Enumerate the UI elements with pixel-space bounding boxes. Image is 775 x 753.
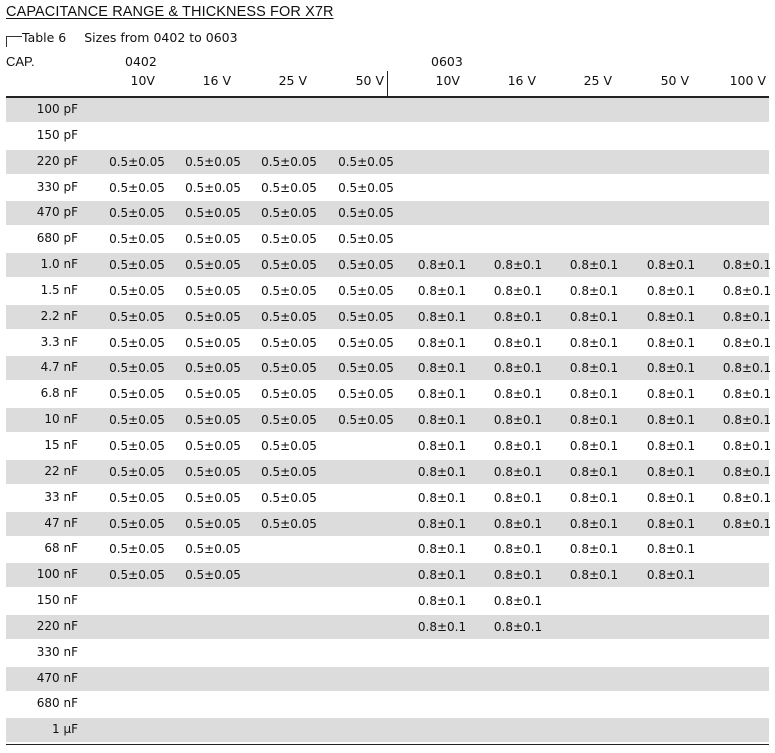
thickness-cell: 0.5±0.05 (109, 438, 165, 453)
thickness-cell: 0.8±0.1 (417, 361, 467, 376)
thickness-cell: 0.5±0.05 (338, 258, 394, 273)
thickness-cell: 0.8±0.1 (722, 387, 772, 402)
thickness-cell: 0.5±0.05 (185, 516, 241, 531)
capacitance-value: 100 nF (36, 567, 78, 582)
thickness-cell: 0.5±0.05 (109, 232, 165, 247)
thickness-cell: 0.8±0.1 (722, 258, 772, 273)
capacitance-value: 22 nF (44, 463, 78, 478)
thickness-cell: 0.8±0.1 (569, 542, 619, 557)
thickness-cell: 0.8±0.1 (569, 568, 619, 583)
capacitance-value: 680 nF (36, 696, 78, 711)
thickness-cell: 0.5±0.05 (261, 154, 317, 169)
thickness-cell: 0.8±0.1 (417, 464, 467, 479)
table-row (6, 150, 769, 174)
thickness-cell: 0.8±0.1 (417, 283, 467, 298)
table-row (6, 176, 769, 200)
table-row (6, 201, 769, 225)
thickness-cell: 0.8±0.1 (417, 619, 467, 634)
thickness-cell: 0.8±0.1 (722, 361, 772, 376)
table-row (6, 460, 772, 484)
thickness-cell: 0.8±0.1 (722, 283, 772, 298)
thickness-cell: 0.5±0.05 (261, 180, 317, 195)
table-row (6, 434, 772, 458)
thickness-cell: 0.5±0.05 (185, 335, 241, 350)
thickness-cell: 0.5±0.05 (338, 335, 394, 350)
table-row (6, 718, 769, 742)
thickness-cell: 0.5±0.05 (109, 361, 165, 376)
thickness-cell: 0.8±0.1 (646, 387, 696, 402)
thickness-cell: 0.8±0.1 (646, 361, 696, 376)
thickness-cell: 0.8±0.1 (417, 594, 467, 609)
thickness-cell: 0.5±0.05 (185, 206, 241, 221)
thickness-cell: 0.5±0.05 (109, 335, 165, 350)
thickness-cell: 0.8±0.1 (646, 335, 696, 350)
thickness-cell: 0.8±0.1 (493, 361, 543, 376)
voltage-header: 100 V (729, 73, 766, 88)
thickness-cell: 0.8±0.1 (493, 490, 543, 505)
table-row (6, 331, 772, 355)
capacitance-value: 220 pF (36, 153, 78, 168)
thickness-cell: 0.8±0.1 (646, 258, 696, 273)
thickness-cell: 0.8±0.1 (569, 309, 619, 324)
thickness-cell: 0.5±0.05 (109, 283, 165, 298)
table-number: Table 6 (22, 30, 67, 45)
thickness-cell: 0.5±0.05 (109, 490, 165, 505)
voltage-header: 50 V (660, 73, 689, 88)
thickness-cell: 0.5±0.05 (261, 258, 317, 273)
thickness-cell: 0.5±0.05 (109, 180, 165, 195)
thickness-cell: 0.5±0.05 (261, 335, 317, 350)
table-row (6, 537, 769, 561)
thickness-cell: 0.5±0.05 (109, 413, 165, 428)
thickness-cell: 0.8±0.1 (493, 283, 543, 298)
thickness-cell: 0.8±0.1 (493, 413, 543, 428)
thickness-cell: 0.5±0.05 (185, 464, 241, 479)
thickness-cell: 0.8±0.1 (722, 335, 772, 350)
thickness-cell: 0.8±0.1 (569, 283, 619, 298)
thickness-cell: 0.8±0.1 (646, 490, 696, 505)
size-group-separator (387, 71, 388, 97)
capacitance-value: 3.3 nF (40, 334, 78, 349)
capacitance-value: 4.7 nF (40, 360, 78, 375)
capacitance-value: 330 pF (36, 179, 78, 194)
capacitance-value: 1 µF (52, 722, 78, 737)
voltage-header: 50 V (355, 73, 384, 88)
thickness-cell: 0.5±0.05 (109, 568, 165, 583)
thickness-cell: 0.8±0.1 (722, 464, 772, 479)
table-row (6, 692, 769, 716)
voltage-header: 10V (130, 73, 155, 88)
thickness-cell: 0.8±0.1 (417, 258, 467, 273)
voltage-header: 16 V (507, 73, 536, 88)
thickness-cell: 0.8±0.1 (417, 335, 467, 350)
thickness-cell: 0.5±0.05 (261, 309, 317, 324)
table-label-bracket (6, 36, 22, 47)
thickness-cell: 0.8±0.1 (569, 387, 619, 402)
thickness-cell: 0.5±0.05 (185, 258, 241, 273)
cap-column-header: CAP. (6, 54, 35, 69)
table-row (6, 253, 772, 277)
table-row (6, 512, 772, 536)
table-bottom-rule (6, 744, 769, 745)
capacitance-value: 68 nF (44, 541, 78, 556)
capacitance-value: 10 nF (44, 412, 78, 427)
capacitance-value: 1.5 nF (40, 282, 78, 297)
capacitance-value: 470 nF (36, 670, 78, 685)
document-title: CAPACITANCE RANGE & THICKNESS FOR X7R (6, 4, 334, 20)
thickness-cell: 0.8±0.1 (722, 438, 772, 453)
thickness-cell: 0.5±0.05 (185, 542, 241, 557)
thickness-cell: 0.8±0.1 (722, 490, 772, 505)
thickness-cell: 0.5±0.05 (185, 490, 241, 505)
capacitance-value: 680 pF (36, 231, 78, 246)
thickness-cell: 0.8±0.1 (493, 542, 543, 557)
thickness-cell: 0.8±0.1 (569, 464, 619, 479)
thickness-cell: 0.5±0.05 (338, 309, 394, 324)
thickness-cell: 0.5±0.05 (185, 568, 241, 583)
capacitance-value: 1.0 nF (40, 257, 78, 272)
thickness-cell: 0.8±0.1 (417, 413, 467, 428)
thickness-cell: 0.8±0.1 (646, 309, 696, 324)
thickness-cell: 0.8±0.1 (569, 258, 619, 273)
voltage-header: 16 V (202, 73, 231, 88)
table-row (6, 615, 769, 639)
thickness-cell: 0.8±0.1 (646, 413, 696, 428)
thickness-cell: 0.8±0.1 (569, 438, 619, 453)
thickness-cell: 0.8±0.1 (417, 542, 467, 557)
table-row (6, 486, 772, 510)
size-header-0603: 0603 (431, 54, 463, 69)
thickness-cell: 0.5±0.05 (185, 232, 241, 247)
thickness-cell: 0.5±0.05 (261, 283, 317, 298)
thickness-cell: 0.5±0.05 (338, 283, 394, 298)
thickness-cell: 0.8±0.1 (417, 309, 467, 324)
table-row (6, 382, 772, 406)
capacitance-value: 47 nF (44, 515, 78, 530)
thickness-cell: 0.8±0.1 (493, 335, 543, 350)
thickness-cell: 0.5±0.05 (338, 232, 394, 247)
thickness-cell: 0.8±0.1 (646, 283, 696, 298)
thickness-cell: 0.8±0.1 (493, 387, 543, 402)
thickness-cell: 0.8±0.1 (569, 361, 619, 376)
table-row (6, 356, 772, 380)
thickness-cell: 0.5±0.05 (338, 206, 394, 221)
capacitance-value: 220 nF (36, 618, 78, 633)
table-row (6, 563, 769, 587)
thickness-cell: 0.5±0.05 (109, 309, 165, 324)
thickness-cell: 0.5±0.05 (185, 283, 241, 298)
thickness-cell: 0.8±0.1 (493, 516, 543, 531)
thickness-cell: 0.8±0.1 (493, 568, 543, 583)
capacitance-value: 2.2 nF (40, 308, 78, 323)
thickness-cell: 0.5±0.05 (261, 361, 317, 376)
thickness-cell: 0.5±0.05 (109, 206, 165, 221)
capacitance-value: 15 nF (44, 437, 78, 452)
table-row (6, 124, 769, 148)
thickness-cell: 0.8±0.1 (493, 594, 543, 609)
thickness-cell: 0.8±0.1 (417, 568, 467, 583)
capacitance-table-body (6, 98, 772, 744)
thickness-cell: 0.5±0.05 (261, 206, 317, 221)
thickness-cell: 0.5±0.05 (261, 438, 317, 453)
thickness-cell: 0.5±0.05 (109, 464, 165, 479)
capacitance-value: 6.8 nF (40, 386, 78, 401)
voltage-header: 25 V (583, 73, 612, 88)
thickness-cell: 0.8±0.1 (569, 413, 619, 428)
table-row (6, 408, 772, 432)
thickness-cell: 0.5±0.05 (261, 387, 317, 402)
table-row (6, 641, 769, 665)
capacitance-value: 150 nF (36, 593, 78, 608)
thickness-cell: 0.8±0.1 (493, 258, 543, 273)
thickness-cell: 0.8±0.1 (417, 490, 467, 505)
thickness-cell: 0.8±0.1 (646, 464, 696, 479)
table-row (6, 305, 772, 329)
thickness-cell: 0.8±0.1 (493, 309, 543, 324)
thickness-cell: 0.8±0.1 (722, 309, 772, 324)
thickness-cell: 0.8±0.1 (493, 464, 543, 479)
thickness-cell: 0.5±0.05 (338, 180, 394, 195)
table-caption: Sizes from 0402 to 0603 (84, 30, 238, 45)
thickness-cell: 0.5±0.05 (261, 490, 317, 505)
thickness-cell: 0.8±0.1 (646, 568, 696, 583)
capacitance-value: 150 pF (36, 127, 78, 142)
thickness-cell: 0.8±0.1 (417, 516, 467, 531)
thickness-cell: 0.5±0.05 (109, 542, 165, 557)
thickness-cell: 0.5±0.05 (261, 413, 317, 428)
thickness-cell: 0.8±0.1 (646, 438, 696, 453)
thickness-cell: 0.5±0.05 (338, 387, 394, 402)
thickness-cell: 0.8±0.1 (569, 516, 619, 531)
capacitance-value: 33 nF (44, 489, 78, 504)
thickness-cell: 0.5±0.05 (338, 413, 394, 428)
capacitance-value: 470 pF (36, 205, 78, 220)
thickness-cell: 0.8±0.1 (493, 619, 543, 634)
thickness-cell: 0.5±0.05 (185, 413, 241, 428)
thickness-cell: 0.5±0.05 (109, 258, 165, 273)
thickness-cell: 0.5±0.05 (185, 309, 241, 324)
table-row (6, 589, 769, 613)
thickness-cell: 0.5±0.05 (338, 154, 394, 169)
table-row (6, 98, 769, 122)
thickness-cell: 0.5±0.05 (261, 232, 317, 247)
voltage-header: 25 V (278, 73, 307, 88)
thickness-cell: 0.5±0.05 (109, 516, 165, 531)
thickness-cell: 0.8±0.1 (569, 490, 619, 505)
thickness-cell: 0.5±0.05 (185, 180, 241, 195)
thickness-cell: 0.5±0.05 (185, 387, 241, 402)
thickness-cell: 0.8±0.1 (722, 413, 772, 428)
thickness-cell: 0.5±0.05 (338, 361, 394, 376)
thickness-cell: 0.8±0.1 (646, 542, 696, 557)
thickness-cell: 0.8±0.1 (722, 516, 772, 531)
thickness-cell: 0.5±0.05 (261, 464, 317, 479)
thickness-cell: 0.8±0.1 (569, 335, 619, 350)
capacitance-value: 330 nF (36, 644, 78, 659)
thickness-cell: 0.8±0.1 (417, 387, 467, 402)
voltage-header: 10V (435, 73, 460, 88)
thickness-cell: 0.5±0.05 (109, 154, 165, 169)
thickness-cell: 0.5±0.05 (185, 438, 241, 453)
thickness-cell: 0.8±0.1 (417, 438, 467, 453)
thickness-cell: 0.5±0.05 (109, 387, 165, 402)
thickness-cell: 0.5±0.05 (185, 361, 241, 376)
table-label (22, 30, 238, 45)
table-row (6, 227, 769, 251)
thickness-cell: 0.8±0.1 (493, 438, 543, 453)
thickness-cell: 0.5±0.05 (185, 154, 241, 169)
thickness-cell: 0.8±0.1 (646, 516, 696, 531)
table-row (6, 279, 772, 303)
capacitance-value: 100 pF (36, 102, 78, 116)
thickness-cell: 0.5±0.05 (261, 516, 317, 531)
size-header-0402: 0402 (125, 54, 157, 69)
table-row (6, 667, 769, 691)
